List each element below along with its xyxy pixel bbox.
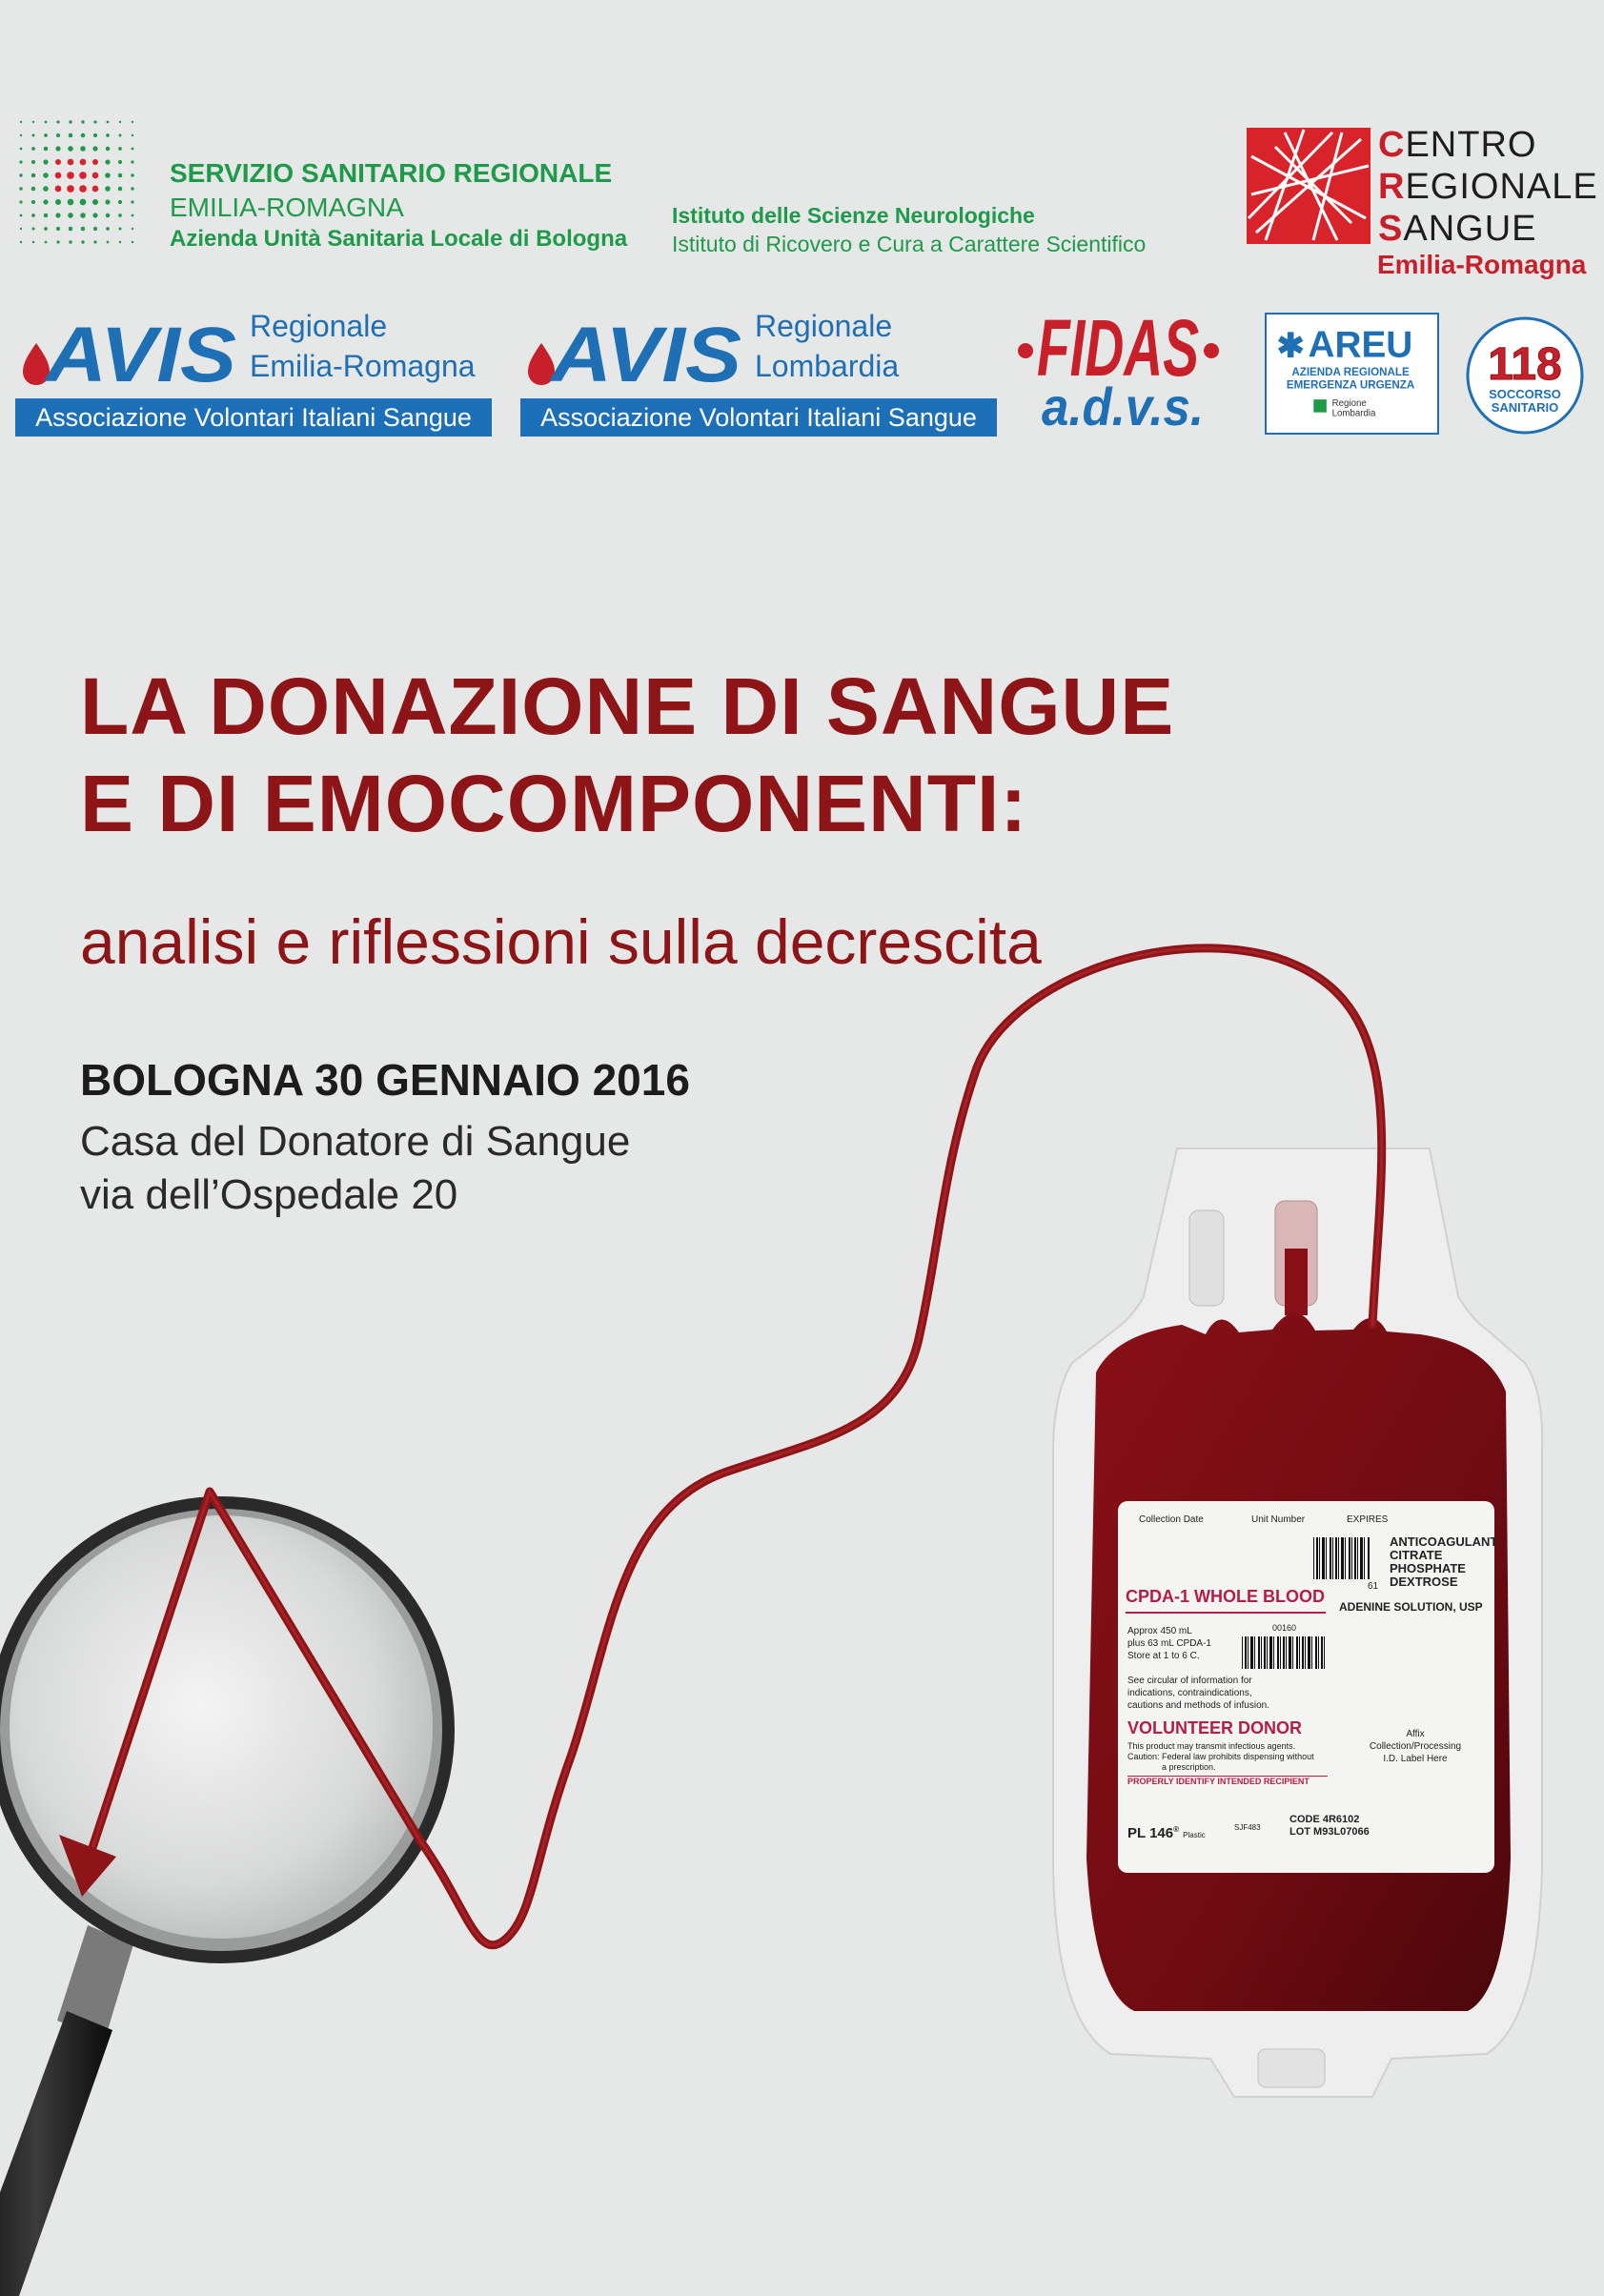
- crs-region: Emilia-Romagna: [1377, 250, 1587, 279]
- label-anticoag-line4: DEXTROSE: [1390, 1575, 1458, 1589]
- label-circular-line1: See circular of information for: [1127, 1676, 1252, 1686]
- event-title-line1: LA DONAZIONE DI SANGUE: [80, 661, 1175, 751]
- ssr-dot: [43, 173, 49, 178]
- barcode-bar: [1319, 1537, 1320, 1579]
- crs-word3: ANGUE: [1403, 209, 1537, 250]
- ssr-line1: SERVIZIO SANITARIO REGIONALE: [170, 158, 613, 188]
- label-00160: 00160: [1272, 1623, 1297, 1633]
- label-affix: [1358, 1728, 1472, 1765]
- ssr-line3: Azienda Unità Sanitaria Locale di Bologna: [170, 225, 628, 252]
- ssr-dot: [31, 200, 35, 204]
- crs-word2: EGIONALE: [1405, 167, 1598, 208]
- ssr-dot: [69, 240, 71, 243]
- barcode-bar: [1335, 1537, 1337, 1579]
- ssr-dot: [132, 121, 133, 123]
- avis-emilia-romagna-logo: [15, 307, 492, 440]
- label-circular-line2: indications, contraindications,: [1127, 1688, 1252, 1698]
- barcode-bar: [1332, 1537, 1333, 1579]
- ssr-dot: [79, 172, 87, 179]
- ssr-dot: [118, 187, 123, 192]
- ssr-dot: [131, 173, 133, 176]
- crs-initial-r: R: [1378, 167, 1406, 208]
- event-date: BOLOGNA 30 GENNAIO 2016: [80, 1055, 690, 1105]
- isn-line1: Istituto delle Scienze Neurologiche: [672, 203, 1035, 228]
- label-unit-number: Unit Number: [1251, 1514, 1306, 1525]
- ssr-dot: [80, 213, 86, 218]
- crs-logo-text: [1378, 124, 1598, 250]
- ssr-dot: [31, 173, 36, 178]
- label-product: CPDA-1 WHOLE BLOOD: [1126, 1587, 1326, 1614]
- fidas-logo: [1016, 292, 1221, 437]
- label-circular: [1127, 1675, 1269, 1712]
- barcode-bar: [1316, 1537, 1318, 1579]
- avis-er-bar: Associazione Volontari Italiani Sangue: [15, 398, 492, 437]
- s118-line2: SANITARIO: [1491, 400, 1559, 415]
- ssr-dot: [19, 173, 22, 176]
- barcode-icon: [1242, 1636, 1328, 1669]
- barcode-bar: [1289, 1636, 1291, 1669]
- blood-bag-label: [1118, 1501, 1498, 1873]
- label-lot: LOT M93L07066: [1289, 1826, 1370, 1838]
- ssr-dot: [31, 160, 35, 164]
- ssr-dot: [92, 159, 98, 165]
- barcode-bar: [1338, 1537, 1339, 1579]
- label-approx-line1: Approx 450 mL: [1127, 1626, 1192, 1636]
- ssr-dot: [131, 187, 133, 190]
- ssr-logo-text: [170, 156, 627, 254]
- label-anticoagulant: [1390, 1535, 1497, 1589]
- barcode-bar: [1313, 1537, 1314, 1579]
- barcode-bar: [1305, 1636, 1306, 1669]
- ssr-dot: [132, 228, 133, 230]
- ssr-dot: [107, 241, 110, 244]
- label-transmit: This product may transmit infectious agents.: [1127, 1741, 1296, 1751]
- ssr-dot: [106, 213, 111, 218]
- barcode-bar: [1326, 1537, 1327, 1579]
- label-identify: PROPERLY IDENTIFY INTENDED RECIPIENT: [1127, 1776, 1328, 1786]
- label-approx: [1127, 1625, 1211, 1662]
- magnifier-handle: [0, 1925, 133, 2296]
- barcode-bar: [1277, 1636, 1279, 1669]
- ssr-dot: [81, 227, 86, 232]
- ssr-dot: [32, 241, 34, 243]
- event-address: via dell’Ospedale 20: [80, 1171, 458, 1218]
- barcode-icon: [1313, 1537, 1372, 1579]
- barcode-bar: [1280, 1636, 1281, 1669]
- areu-region1: Regione: [1331, 397, 1367, 409]
- isn-line2: Istituto di Ricovero e Cura a Carattere Scientifico: [672, 231, 1147, 256]
- avis-wordmark-icon: [15, 312, 236, 398]
- barcode-bar: [1322, 1537, 1325, 1579]
- ssr-dot: [118, 213, 122, 217]
- label-anticoag-line2: CITRATE: [1390, 1548, 1443, 1562]
- ssr-dot: [55, 213, 60, 217]
- ssr-dot: [31, 213, 35, 217]
- event-subtitle: analisi e riflessioni sulla decrescita: [80, 906, 1042, 977]
- ssr-dot: [44, 147, 49, 152]
- barcode-bar: [1283, 1636, 1285, 1669]
- ssr-dot: [56, 120, 59, 123]
- ssr-dot: [68, 199, 74, 206]
- ssr-dot: [20, 228, 22, 230]
- ssr-dot: [20, 241, 22, 243]
- barcode-bar: [1245, 1636, 1247, 1669]
- ssr-dot: [92, 173, 99, 179]
- ssr-dot: [106, 227, 110, 231]
- barcode-bar: [1302, 1636, 1304, 1669]
- ssr-dot: [20, 148, 23, 151]
- crs-initial-s: S: [1378, 209, 1404, 250]
- event-title: [80, 658, 1174, 852]
- ssr-dot: [55, 186, 62, 193]
- ssr-dot: [92, 146, 97, 151]
- barcode-bar: [1321, 1636, 1323, 1669]
- barcode-bar: [1248, 1636, 1249, 1669]
- avis-lo-regional: [755, 307, 899, 386]
- ssr-dot: [32, 121, 34, 123]
- label-caution1: Caution: Federal law prohibits dispensing without: [1127, 1752, 1314, 1761]
- ssr-dot: [31, 187, 36, 192]
- ssr-dot: [67, 185, 74, 193]
- avis-lombardia-logo: [520, 307, 997, 440]
- ssr-dot: [119, 241, 121, 243]
- ssr-dot: [105, 186, 111, 192]
- ssr-dot: [119, 134, 122, 137]
- ssr-dot: [20, 134, 22, 136]
- ssr-dot-grid-logo: [15, 116, 141, 250]
- ssr-dot: [106, 133, 110, 137]
- ssr-dot: [118, 200, 122, 204]
- ssr-dot: [55, 159, 61, 165]
- ssr-line2: EMILIA-ROMAGNA: [170, 192, 404, 222]
- label-sjf: SJF483: [1234, 1823, 1261, 1832]
- ssr-dot: [56, 240, 59, 243]
- ssr-dot: [118, 173, 123, 178]
- barcode-bar: [1318, 1636, 1319, 1669]
- ssr-dot: [118, 147, 122, 151]
- ssr-dot: [132, 214, 134, 217]
- crs-initial-c: C: [1378, 125, 1406, 165]
- ssr-dot: [68, 213, 73, 218]
- label-61: 61: [1368, 1581, 1379, 1592]
- avis-lo-wordmark: AVIS: [548, 312, 741, 398]
- s118-line1: SOCCORSO: [1489, 387, 1561, 401]
- barcode-bar: [1242, 1636, 1243, 1669]
- ssr-dot: [20, 214, 23, 217]
- label-circular-line3: cautions and methods of infusion.: [1127, 1700, 1269, 1711]
- avis-er-wordmark: AVIS: [43, 312, 236, 398]
- ssr-dot: [80, 199, 87, 206]
- label-affix-line3: I.D. Label Here: [1383, 1754, 1448, 1764]
- ssr-dot: [132, 148, 134, 151]
- barcode-bar: [1324, 1636, 1325, 1669]
- ssr-dot: [31, 147, 35, 151]
- soccorso-118-logo: [1466, 316, 1584, 435]
- ssr-dot: [44, 133, 48, 137]
- label-affix-line2: Collection/Processing: [1369, 1741, 1462, 1752]
- ssr-dot: [81, 240, 84, 243]
- areu-emblem: [1267, 315, 1437, 433]
- barcode-bar: [1264, 1636, 1266, 1669]
- ssr-dot: [19, 187, 22, 190]
- barcode-bar: [1250, 1636, 1253, 1669]
- ssr-dot: [106, 147, 111, 152]
- ssr-dot: [55, 199, 61, 205]
- ssr-dot: [32, 134, 35, 137]
- barcode-bar: [1354, 1537, 1356, 1579]
- fidas-wordmark: FIDAS: [1037, 303, 1199, 393]
- avis-lo-bar: Associazione Volontari Italiani Sangue: [520, 398, 997, 437]
- ssr-dot: [93, 133, 97, 137]
- barcode-bar: [1360, 1537, 1363, 1579]
- ssr-dot: [92, 199, 98, 205]
- ssr-dot: [43, 199, 48, 204]
- barcode-bar: [1308, 1636, 1310, 1669]
- ssr-dot: [45, 241, 48, 244]
- ssr-dot: [105, 173, 111, 178]
- barcode-bar: [1258, 1636, 1260, 1669]
- barcode-bar: [1357, 1537, 1358, 1579]
- avis-wordmark-icon: [520, 312, 741, 398]
- ssr-dot: [105, 159, 110, 164]
- label-pl146: PL 146® Plastic: [1127, 1825, 1206, 1841]
- label-approx-line2: plus 63 mL CPDA-1: [1127, 1638, 1211, 1649]
- avis-er-regional-line1: Regionale: [250, 309, 388, 343]
- label-collection-date: Collection Date: [1139, 1514, 1204, 1525]
- crs-word1: ENTRO: [1405, 125, 1537, 165]
- ssr-dot: [19, 160, 22, 163]
- avis-lo-regional-line2: Lombardia: [755, 348, 900, 383]
- event-venue: Casa del Donatore di Sangue: [80, 1118, 631, 1165]
- ssr-dot: [131, 200, 133, 203]
- avis-er-regional-line2: Emilia-Romagna: [250, 348, 476, 383]
- label-volunteer-donor: VOLUNTEER DONOR: [1127, 1718, 1303, 1737]
- ssr-dot: [119, 121, 121, 123]
- lombardia-rose-icon: [1313, 399, 1327, 413]
- ssr-dot: [69, 227, 73, 232]
- ssr-dot: [43, 186, 49, 192]
- ssr-dot: [131, 160, 133, 163]
- label-approx-line3: Store at 1 to 6 C.: [1127, 1651, 1200, 1661]
- ssr-dot: [92, 186, 99, 193]
- areu-line1: AZIENDA REGIONALE: [1291, 365, 1410, 378]
- areu-line2: EMERGENZA URGENZA: [1286, 378, 1415, 392]
- ssr-dot: [32, 228, 35, 231]
- ssr-dot: [93, 227, 97, 231]
- ssr-dot: [43, 159, 48, 164]
- crs-emblem-icon: [1247, 128, 1371, 244]
- ssr-dot: [44, 227, 48, 231]
- label-affix-line1: Affix: [1406, 1729, 1425, 1739]
- ssr-dot: [105, 199, 110, 204]
- barcode-bar: [1261, 1636, 1262, 1669]
- ssr-dot: [69, 133, 73, 138]
- isn-logo-text: [672, 202, 1146, 259]
- ssr-dot: [118, 160, 122, 164]
- barcode-bar: [1267, 1636, 1268, 1669]
- ssr-dot: [81, 120, 84, 123]
- s118-number: 118: [1488, 339, 1562, 390]
- barcode-bar: [1330, 1537, 1331, 1579]
- barcode-bar: [1269, 1636, 1272, 1669]
- ssr-dot: [80, 159, 87, 166]
- barcode-bar: [1341, 1537, 1344, 1579]
- barcode-bar: [1349, 1537, 1350, 1579]
- barcode-bar: [1292, 1636, 1293, 1669]
- label-pl: PL 146: [1127, 1825, 1174, 1841]
- magnifier-icon: [0, 1496, 455, 1963]
- avis-lo-regional-line1: Regionale: [755, 309, 893, 343]
- barcode-bar: [1351, 1537, 1352, 1579]
- areu-star-icon: ✱: [1276, 327, 1305, 365]
- label-expires: EXPIRES: [1347, 1514, 1389, 1525]
- ssr-dot: [107, 121, 110, 124]
- ssr-dot: [44, 213, 49, 218]
- label-anticoag-line1: ANTICOAGULANT: [1390, 1534, 1498, 1549]
- label-anticoag-line3: PHOSPHATE: [1390, 1561, 1466, 1575]
- fidas-advs: a.d.v.s.: [1042, 376, 1204, 437]
- barcode-bar: [1254, 1636, 1255, 1669]
- areu-name: AREU: [1308, 324, 1413, 366]
- ssr-dot: [45, 121, 48, 124]
- label-code-lot: [1289, 1814, 1370, 1839]
- avis-er-regional: [250, 307, 476, 386]
- barcode-bar: [1364, 1537, 1365, 1579]
- label-warning: [1127, 1741, 1314, 1773]
- barcode-bar: [1345, 1537, 1346, 1579]
- barcode-bar: [1311, 1636, 1312, 1669]
- label-plastic: Plastic: [1183, 1831, 1206, 1839]
- ssr-dot: [55, 173, 62, 179]
- ssr-dot: [56, 133, 60, 137]
- ssr-dot: [19, 200, 22, 203]
- ssr-dot: [93, 240, 96, 243]
- label-adenine: ADENINE SOLUTION, USP: [1339, 1600, 1483, 1614]
- ssr-dot: [56, 227, 60, 231]
- ssr-dot: [79, 185, 87, 193]
- event-place: [80, 1115, 630, 1222]
- ssr-dot: [132, 134, 133, 136]
- areu-logo: [1265, 313, 1439, 435]
- ssr-dot: [69, 120, 71, 123]
- ssr-dot: [132, 241, 133, 243]
- barcode-bar: [1299, 1636, 1300, 1669]
- barcode-bar: [1296, 1636, 1298, 1669]
- event-title-line2: E DI EMOCOMPONENTI:: [80, 759, 1028, 848]
- barcode-bar: [1286, 1636, 1287, 1669]
- barcode-bar: [1315, 1636, 1317, 1669]
- label-code: CODE 4R6102: [1289, 1814, 1360, 1825]
- ssr-dot: [20, 121, 22, 123]
- ssr-dot: [68, 146, 73, 152]
- ssr-dot: [81, 133, 86, 138]
- ssr-dot: [67, 172, 74, 179]
- ssr-dot: [55, 146, 60, 151]
- barcode-bar: [1368, 1537, 1370, 1579]
- ssr-dot: [80, 146, 86, 152]
- ssr-dot: [68, 159, 74, 166]
- ssr-dot: [93, 120, 96, 123]
- ssr-dot: [119, 228, 122, 231]
- areu-region2: Lombardia: [1331, 408, 1376, 419]
- barcode-bar: [1273, 1636, 1274, 1669]
- label-caution2: a prescription.: [1162, 1762, 1216, 1772]
- ssr-dot: [92, 213, 97, 217]
